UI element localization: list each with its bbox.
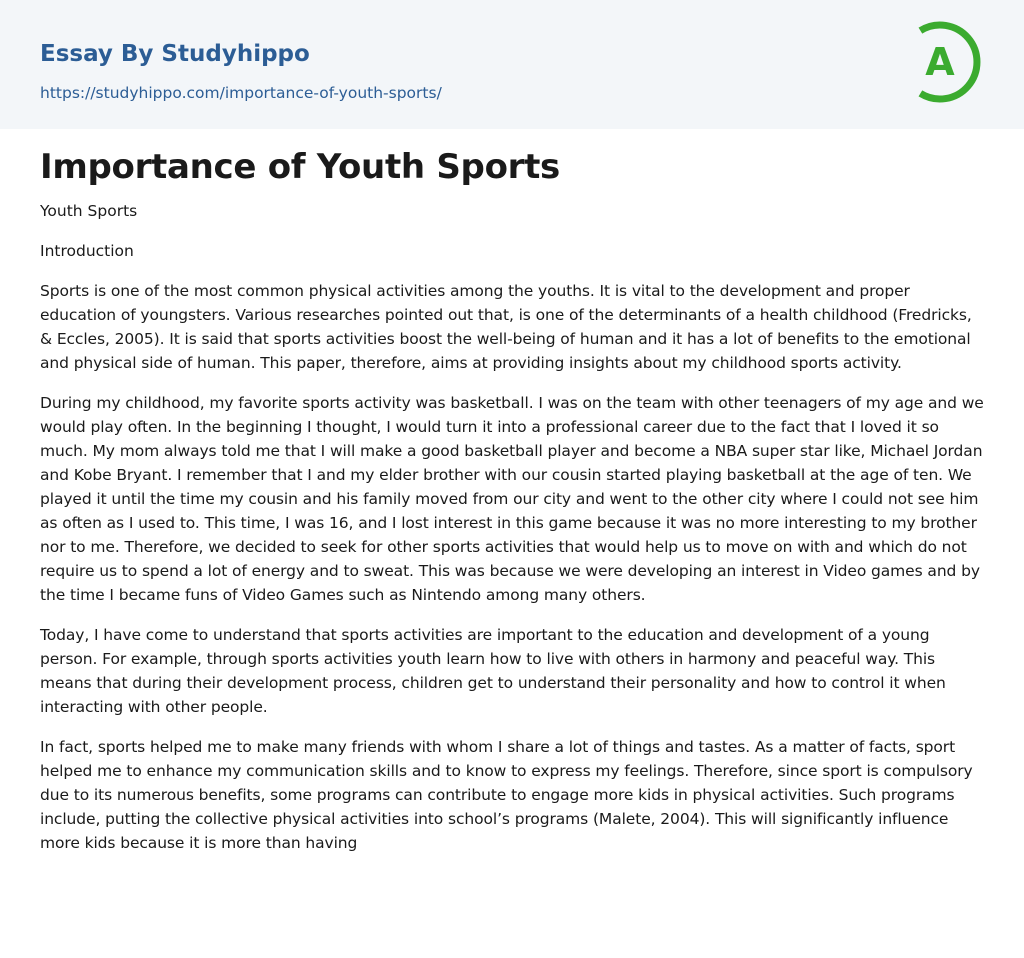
paragraph: During my childhood, my favorite sports activity was basketball. I was on the team with other teenagers of my age and we would play often. In the beginning I thought, I would turn it into a professional career due to the fact that I loved it so much. My mom always told me that I will make a good basketball player and become a NBA super star like, Michael Jordan and Kobe Bryant. I remember that I and my elder brother with our cousin started playing basketball at the age of ten. We played it until the time my cousin and his family moved from our city and went to the other city where I could not see him as often as I used to. This time, I was 16, and I lost interest in this game because it was no more interesting to my brother nor to me. Therefore, we decided to seek for other sports activities that would help us to move on with and which do not require us to spend a lot of energy and to sweat. This was because we were developing an interest in Video games and by the time I became funs of Video Games such as Nintendo among many others.: [40, 394, 984, 604]
paragraph: In fact, sports helped me to make many friends with whom I share a lot of things and tastes. As a matter of facts, sport helped me to enhance my communication skills and to know to express my feelings. Therefore, since sport is compulsory due to its numerous benefits, some programs can contribute to engage more kids in physical activities. Such programs include, putting the collective physical activities into school’s programs (Malete, 2004). This will significantly influence more kids because it is more than having: [40, 738, 973, 852]
paragraph: Sports is one of the most common physical activities among the youths. It is vital to the development and proper education of youngsters. Various researches pointed out that, is one of the determinants of a health childhood (Fredricks, & Eccles, 2005). It is said that sports activities boost the well-being of human and it has a lot of benefits to the emotional and physical side of human. This paper, therefore, aims at providing insights about my childhood sports activity.: [40, 282, 972, 372]
logo-letter: A: [925, 40, 955, 84]
studyhippo-logo-icon[interactable]: [910, 18, 988, 106]
article-title: Importance of Youth Sports: [40, 147, 560, 187]
paragraph: Today, I have come to understand that sports activities are important to the education and development of a young person. For example, through sports activities youth learn how to live with others in harmony and peaceful way. This means that during their development process, children get to understand their personality and how to control it when interacting with other people.: [40, 626, 946, 716]
site-header: [0, 0, 1024, 129]
section-heading: Introduction: [40, 242, 134, 260]
site-brand[interactable]: Essay By Studyhippo: [40, 41, 310, 67]
article-subtitle: Youth Sports: [40, 202, 138, 220]
essay-url-link[interactable]: https://studyhippo.com/importance-of-youth-sports/: [40, 84, 442, 102]
article: [40, 143, 988, 855]
